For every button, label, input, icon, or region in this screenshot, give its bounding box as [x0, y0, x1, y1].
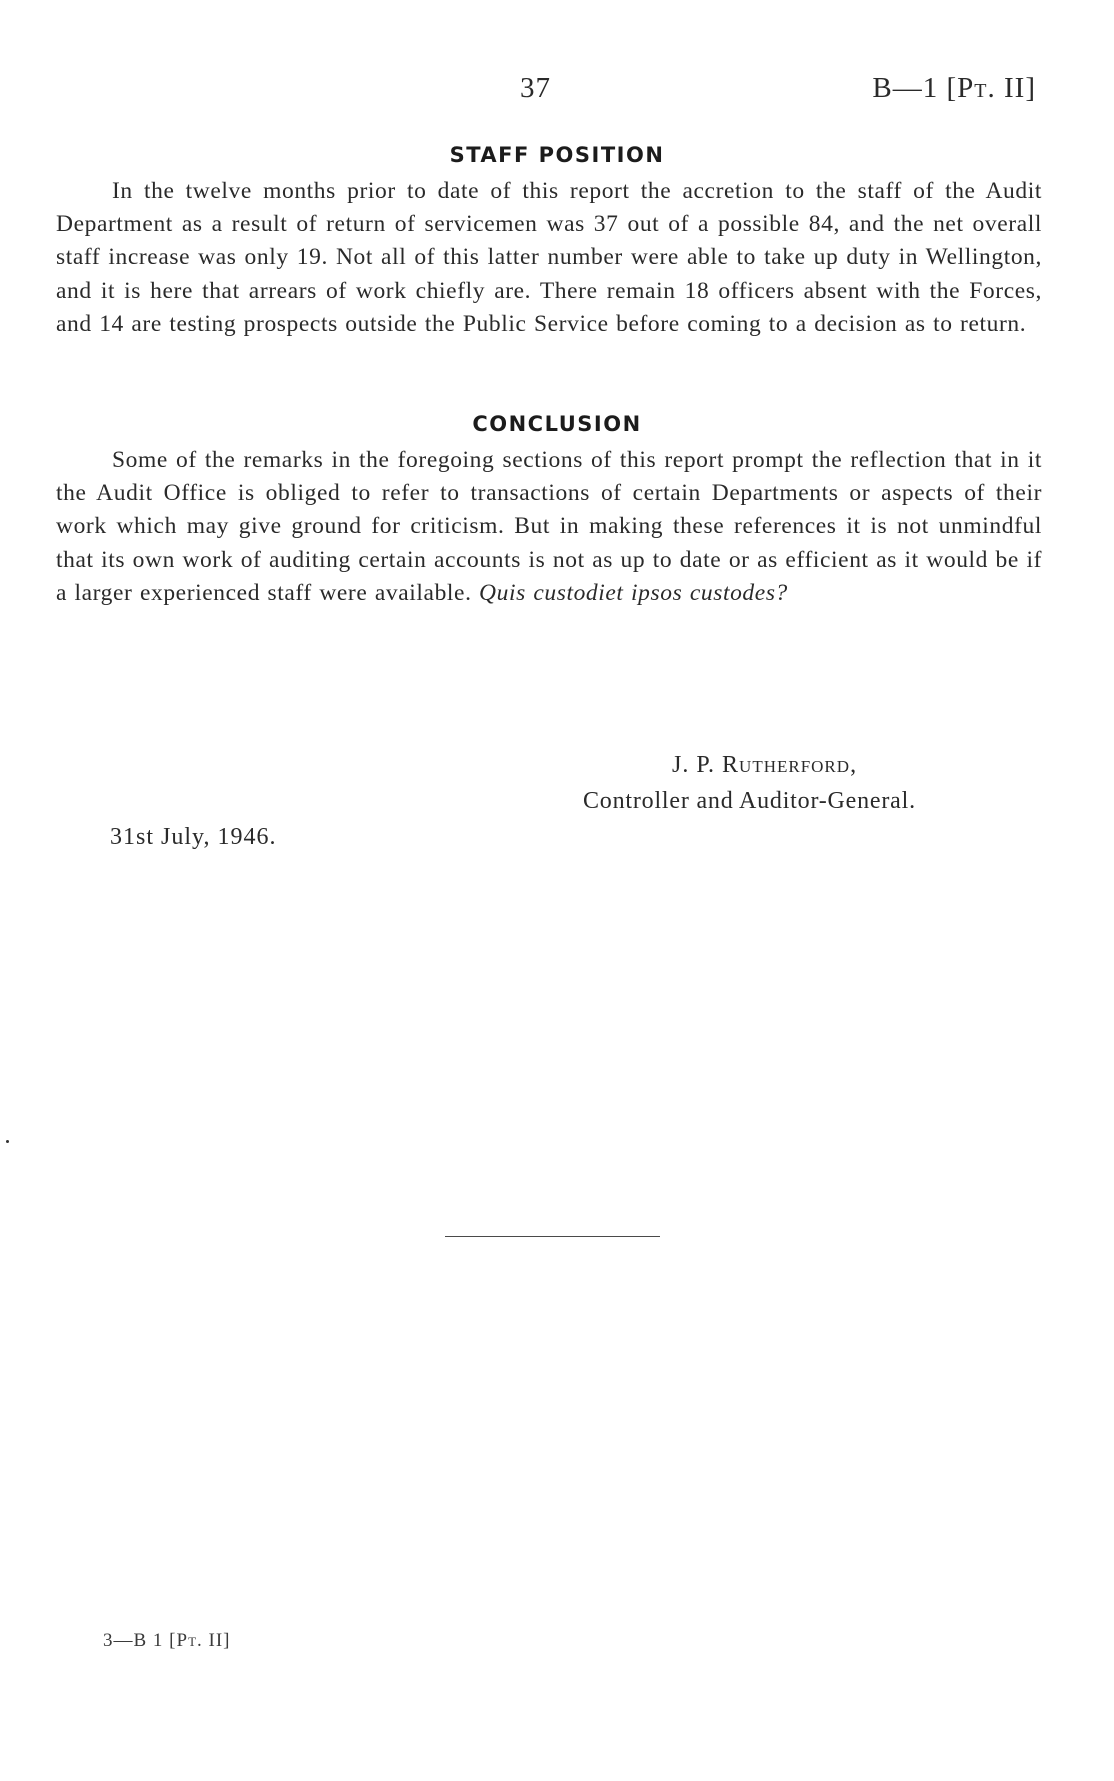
- conclusion-heading: CONCLUSION: [472, 412, 642, 436]
- signatory-name: [672, 752, 857, 779]
- latin-quote: Quis custodiet ipsos custodes?: [479, 579, 788, 606]
- staff-position-heading: STAFF POSITION: [449, 143, 665, 167]
- footer-ref-suffix: . II]: [197, 1630, 231, 1651]
- doc-ref-prefix: B—1 [: [872, 72, 958, 104]
- footer-reference: [103, 1630, 231, 1652]
- scan-speck: [6, 1140, 9, 1143]
- signatory-initials: J. P.: [672, 752, 723, 778]
- doc-ref-part: Pt: [957, 72, 988, 104]
- report-date: 31st July, 1946.: [110, 824, 277, 850]
- conclusion-paragraph: [56, 444, 1042, 610]
- signatory-surname: Rutherford: [722, 752, 851, 778]
- page-number: 37: [520, 72, 551, 104]
- closing-rule: [445, 1236, 660, 1237]
- signatory-surname-suffix: ,: [850, 752, 858, 778]
- doc-ref-suffix: . II]: [987, 72, 1036, 104]
- footer-ref-prefix: 3—B 1 [: [103, 1630, 177, 1651]
- footer-ref-part: Pt: [176, 1630, 198, 1651]
- signatory-title: Controller and Auditor-General.: [583, 788, 916, 814]
- conclusion-text: Some of the remarks in the foregoing sections of this report prompt the reflection that in it the Audit Office is obliged to refer to transactions of certain Departments or aspects of their work which may give ground for criticism. But in making these references it is not unmindful that its own work of auditing certain accounts is not as up to date or as efficient as it would be if a larger experienced staff were available.: [56, 447, 1042, 606]
- staff-position-paragraph: In the twelve months prior to date of this report the accretion to the staff of the Audit Department as a result of return of servicemen was 37 out of a possible 84, and the net overall staff increase was only 19. Not all of this latter number were able to take up duty in Wellington, and it is here that arrears of work chiefly are. There remain 18 officers absent with the Forces, and 14 are testing prospects outside the Public Service before coming to a decision as to return.: [56, 178, 1042, 337]
- document-reference: [872, 72, 1036, 105]
